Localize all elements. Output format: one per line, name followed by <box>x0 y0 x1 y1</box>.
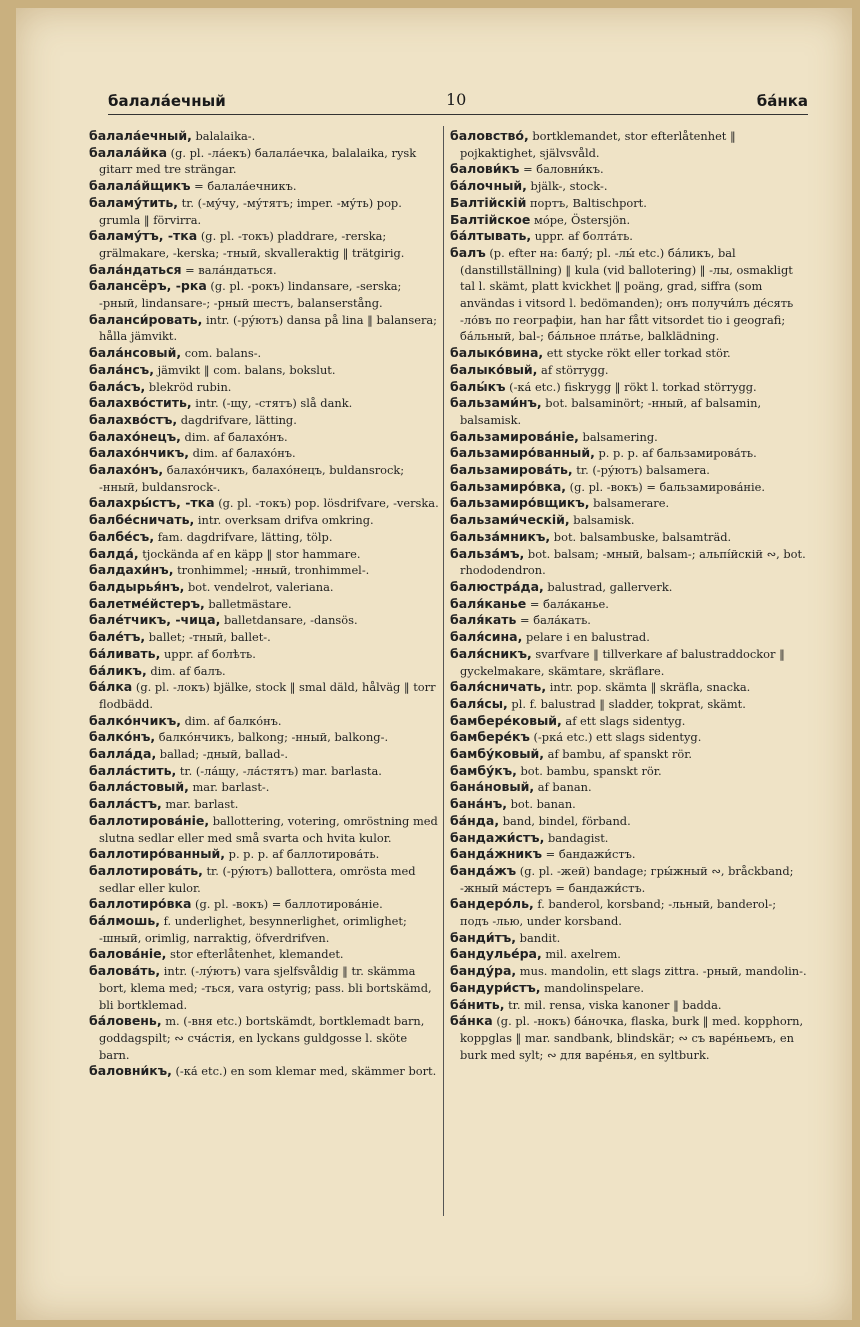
entry-definition: ballottering, votering, omröstning med slutna sedlar eller med små svarta och hvita kulor. <box>99 813 438 845</box>
entry-headword: балко́нчикъ, <box>89 712 181 728</box>
entry-headword: бамбере́къ <box>450 729 530 745</box>
dictionary-entry <box>450 579 808 596</box>
dictionary-entry <box>450 980 808 997</box>
entry-headword: бальзамирова́ніе, <box>450 428 579 444</box>
dictionary-entry <box>89 796 439 813</box>
entry-headword: бамбере́ковый, <box>450 712 562 728</box>
entry-definition: pelare i en balustrad. <box>522 630 650 645</box>
entry-definition: stor efterlåtenhet, klemandet. <box>166 947 344 962</box>
dictionary-entry <box>450 863 808 896</box>
entry-headword: балдырья́нъ, <box>89 578 185 594</box>
entry-headword: балбе́съ, <box>89 528 155 544</box>
entry-headword: ба́ловень, <box>89 1013 162 1029</box>
entry-definition: balletmästare. <box>204 596 292 611</box>
dictionary-entry <box>450 830 808 847</box>
dictionary-entry <box>89 779 439 796</box>
entry-definition: (g. pl. -токъ) pladdrare, -rerska; grälmakare, -kerska; -тный, skvalleraktig ‖ trätgirig. <box>99 229 405 260</box>
entry-headword: бале́тъ, <box>89 629 146 645</box>
entry-definition: intr. (-лу́ютъ) vara sjelfsvåldig ‖ tr. skämma bort, klema med; -ться, vara ostyrig; pass. bli bortskämd, bli bortklemad. <box>99 964 432 1012</box>
entry-headword: бана́нъ, <box>450 796 508 812</box>
entry-definition: af störrygg. <box>537 362 609 377</box>
dictionary-entry <box>450 161 808 178</box>
dictionary-entry <box>450 245 808 345</box>
left-column <box>89 128 439 1080</box>
entry-definition: tjockända af en käpp ‖ stor hammare. <box>138 546 361 561</box>
entry-headword: бальзамирова́ть, <box>450 462 573 478</box>
dictionary-entry <box>450 779 808 796</box>
dictionary-entry <box>89 529 439 546</box>
entry-definition: = вала́ндаться. <box>181 262 277 277</box>
dictionary-entry <box>89 1063 439 1080</box>
dictionary-entry <box>450 679 808 696</box>
entry-headword: балала́йщикъ <box>89 178 191 194</box>
entry-headword: баланси́ровать, <box>89 311 203 327</box>
entry-headword: баля́сникъ, <box>450 645 532 661</box>
entry-definition: af ett slags sidentyg. <box>561 713 686 728</box>
dictionary-entry <box>89 612 439 629</box>
entry-definition: bot. bambu, spanskt rör. <box>516 763 662 778</box>
entry-headword: баламу́тить, <box>89 194 179 210</box>
dictionary-entry <box>89 596 439 613</box>
dictionary-entry <box>450 612 808 629</box>
dictionary-entry <box>89 262 439 279</box>
entry-definition: tr. mil. rensa, viska kanoner ‖ badda. <box>504 997 722 1012</box>
dictionary-entry <box>450 729 808 746</box>
entry-headword: балова́ніе, <box>89 946 167 962</box>
entry-definition: balletdansare, -dansös. <box>220 613 358 628</box>
entry-headword: бала́нсъ, <box>89 361 154 377</box>
dictionary-entry <box>450 228 808 245</box>
dictionary-entry <box>89 429 439 446</box>
dictionary-entry <box>89 312 439 345</box>
entry-definition: (g. pl. -локъ) bjälke, stock ‖ smal däld, hålväg ‖ torr flodbädd. <box>99 680 436 711</box>
entry-definition: = бала́канье. <box>526 596 609 611</box>
entry-definition: balustrad, gallerverk. <box>543 579 673 594</box>
entry-headword: баламу́тъ, -тка <box>89 228 198 244</box>
dictionary-entry <box>450 195 808 212</box>
dictionary-entry <box>89 195 439 228</box>
dictionary-entry <box>450 746 808 763</box>
dictionary-entry <box>450 997 808 1014</box>
dictionary-entry <box>89 763 439 780</box>
entry-definition: (g. pl. -нокъ) ба́ночка, flaska, burk ‖ med. kopphorn, koppglas ‖ mar. sandbank, blindskär; ∾ съ варе́ньемъ, en burk med sylt; ∾ для варе́нья, en syltburk. <box>460 1014 804 1062</box>
entry-headword: балова́ть, <box>89 963 161 979</box>
entry-definition: = балoвни́къ. <box>519 162 604 177</box>
entry-definition: dagdrifvare, lätting. <box>177 412 297 427</box>
entry-definition: = бандажи́стъ. <box>542 847 636 862</box>
entry-headword: бальза́мникъ, <box>450 528 551 544</box>
entry-definition: (g. pl. -жей) bandage; гры́жный ∾, bråckband; -жный ма́стеръ = бандажи́стъ. <box>460 863 794 895</box>
entry-definition: fam. dagdrifvare, lätting, tölp. <box>154 529 333 544</box>
entry-headword: бала́ндаться <box>89 261 182 277</box>
entry-definition: tr. (-ла́щу, -ла́стятъ) mar. barlasta. <box>176 763 382 778</box>
entry-definition: dim. af балахо́нъ. <box>189 446 296 461</box>
entry-definition: uppr. af болѣть. <box>160 646 256 661</box>
entry-definition: tr. (-ру́ютъ) ballottera, omrösta med sedlar eller kulor. <box>99 863 416 895</box>
dictionary-entry <box>89 546 439 563</box>
entry-headword: баля́сничать, <box>450 679 547 695</box>
entry-definition: tr. (-ру́ютъ) balsamera. <box>572 463 710 478</box>
dictionary-entry <box>450 395 808 428</box>
entry-headword: банди́тъ, <box>450 929 517 945</box>
entry-headword: баллотирова́ть, <box>89 862 203 878</box>
entry-definition: tr. (-му́чу, -му́тятъ; imper. -му́ть) pop. grumla ‖ förvirra. <box>99 195 402 227</box>
header-last-word: ба́нка <box>756 92 808 110</box>
entry-definition: uppr. af болта́ть. <box>531 229 633 244</box>
entry-headword: ба́лмошь, <box>89 913 161 929</box>
entry-definition: (g. pl. -рокъ) lindansare, -serska; -рный, lindansare-; -рный шестъ, balanserstång. <box>99 279 402 311</box>
dictionary-entry <box>450 896 808 929</box>
dictionary-entry <box>89 629 439 646</box>
entry-definition: com. balans-. <box>181 346 262 361</box>
entry-headword: баля́сы, <box>450 695 508 711</box>
entry-headword: балла́стить, <box>89 762 177 778</box>
entry-headword: балахо́нъ, <box>89 462 164 478</box>
entry-headword: баллотирова́ніе, <box>89 812 210 828</box>
entry-definition: blekröd rubin. <box>145 379 232 394</box>
entry-definition: (g. pl. -вокъ) = баллотирова́ніе. <box>191 897 383 912</box>
entry-headword: балахо́нецъ, <box>89 428 181 444</box>
dictionary-entry <box>450 429 808 446</box>
entry-definition: ballet; -тный, ballet-. <box>145 630 271 645</box>
entry-headword: балахры́стъ, -тка <box>89 495 215 511</box>
dictionary-entry <box>89 445 439 462</box>
entry-headword: бандулье́ра, <box>450 946 542 962</box>
dictionary-entry <box>89 746 439 763</box>
entry-headword: баля́кать <box>450 612 517 628</box>
entry-headword: балы́къ <box>450 378 506 394</box>
entry-headword: баллотиро́вка <box>89 896 192 912</box>
entry-definition: bot. banan. <box>507 797 576 812</box>
entry-headword: ба́нить, <box>450 996 505 1012</box>
dictionary-entry <box>450 529 808 546</box>
entry-headword: балансёръ, -рка <box>89 278 207 294</box>
dictionary-entry <box>450 796 808 813</box>
dictionary-entry <box>450 646 808 679</box>
entry-headword: банда́жъ <box>450 862 517 878</box>
entry-definition: intr. pop. skämta ‖ skräfla, snacka. <box>546 680 751 695</box>
entry-definition: mus. mandolin, ett slags zittra. -рный, mandolin-. <box>516 964 807 979</box>
entry-headword: банду́ра, <box>450 963 517 979</box>
dictionary-entry <box>450 345 808 362</box>
entry-definition: balsamisk. <box>569 513 635 528</box>
entry-definition: (g. pl. -вокъ) = бальзамирова́ніе. <box>566 479 765 494</box>
entry-headword: баловство́, <box>450 128 529 143</box>
entry-definition: dim. af балко́нъ. <box>181 713 282 728</box>
entry-headword: балдахи́нъ, <box>89 562 174 578</box>
entry-headword: балбе́сничать, <box>89 512 195 528</box>
dictionary-entry <box>89 228 439 261</box>
entry-definition: p. p. p. af баллотирова́ть. <box>225 847 380 862</box>
entry-definition: (p. efter на: балу́; pl. -лы́ etc.) ба́ликъ, bal (danstillställning) ‖ kula (vid ballotering) ‖ -лы, osmakligt tal l. skämt, platt kvickhet ‖ poäng, grad, siffra (som användas i vitsord l. bedömanden); онъ получи́лъ де́сять -ло́въ по географіи, han har fått vitsordet tio i geografi; ба́льный, bal-; ба́льное пла́тье, balklädning. <box>460 245 794 344</box>
entry-definition: (-ка́ etc.) en som klemar med, skämmer bort. <box>171 1064 437 1079</box>
dictionary-entry <box>89 913 439 946</box>
dictionary-entry <box>450 362 808 379</box>
dictionary-entry <box>89 713 439 730</box>
entry-definition: (-ка́ etc.) fiskrygg ‖ rökt l. torkad störrygg. <box>505 379 757 394</box>
entry-definition: mar. barlast. <box>161 797 239 812</box>
entry-definition: dim. af балъ. <box>146 663 226 678</box>
dictionary-entry <box>450 512 808 529</box>
dictionary-entry <box>89 362 439 379</box>
dictionary-entry <box>450 713 808 730</box>
dictionary-entry <box>89 579 439 596</box>
dictionary-entry <box>450 479 808 496</box>
dictionary-entry <box>89 896 439 913</box>
entry-definition: mar. barlast-. <box>188 780 270 795</box>
entry-definition: ballad; -дный, ballad-. <box>156 747 288 762</box>
dictionary-entry <box>89 345 439 362</box>
entry-definition: af bambu, af spanskt rör. <box>544 747 693 762</box>
dictionary-entry <box>89 646 439 663</box>
entry-headword: ба́лтывать, <box>450 228 532 244</box>
dictionary-entry <box>450 763 808 780</box>
entry-definition: intr. overksam drifva omkring. <box>194 513 374 528</box>
dictionary-entry <box>89 495 439 512</box>
dictionary-entry <box>89 863 439 896</box>
dictionary-entry <box>450 930 808 947</box>
dictionary-entry <box>89 379 439 396</box>
entry-headword: ба́лка <box>89 679 133 695</box>
entry-headword: балала́йка <box>89 144 168 160</box>
entry-definition: = бала́кать. <box>516 613 591 628</box>
entry-headword: ба́лочный, <box>450 178 527 194</box>
dictionary-entry <box>89 679 439 712</box>
dictionary-entry <box>89 128 439 145</box>
entry-headword: балала́ечный, <box>89 128 192 143</box>
entry-definition: bjälk-, stock-. <box>526 179 608 194</box>
dictionary-entry <box>89 395 439 412</box>
entry-definition: m. (-вня etc.) bortskämdt, bortklemadt barn, goddagspilt; ∾ сча́стія, en lyckans guldgosse l. sköte barn. <box>99 1014 425 1062</box>
entry-headword: балови́къ <box>450 161 520 177</box>
dictionary-entry <box>89 178 439 195</box>
dictionary-entry <box>450 946 808 963</box>
entry-headword: бальза́мъ, <box>450 545 525 561</box>
right-column <box>450 128 808 1063</box>
entry-definition: мо́ре, Östersjön. <box>530 212 631 227</box>
entry-definition: (g. pl. -токъ) pop. lösdrifvare, -verska. <box>214 496 439 511</box>
dictionary-entry <box>89 462 439 495</box>
entry-headword: балетме́йстеръ, <box>89 595 205 611</box>
dictionary-entry <box>450 178 808 195</box>
entry-definition: = балала́ечникъ. <box>190 179 297 194</box>
dictionary-entry <box>89 663 439 680</box>
entry-headword: бале́тчикъ, -чица, <box>89 612 221 628</box>
entry-definition: balsamerare. <box>589 496 670 511</box>
entry-headword: балахво́стъ, <box>89 411 178 427</box>
dictionary-entry <box>450 846 808 863</box>
entry-headword: баловни́къ, <box>89 1063 172 1079</box>
entry-definition: bot. vendelrot, valeriana. <box>184 579 334 594</box>
column-divider <box>443 126 444 1216</box>
entry-headword: балыко́вина, <box>450 345 544 361</box>
entry-headword: бала́съ, <box>89 378 146 394</box>
dictionary-entry <box>89 729 439 746</box>
entry-definition: mil. axelrem. <box>541 947 621 962</box>
entry-definition: bandit. <box>516 930 561 945</box>
entry-headword: ба́ликъ, <box>89 662 147 678</box>
entry-headword: балъ <box>450 244 486 260</box>
dictionary-entry <box>89 278 439 311</box>
entry-definition: af banan. <box>534 780 592 795</box>
dictionary-entry <box>450 596 808 613</box>
entry-headword: Балтійское <box>450 211 531 227</box>
entry-definition: band, bindel, förband. <box>499 813 631 828</box>
entry-headword: балахво́стить, <box>89 395 192 411</box>
entry-definition: bot. balsaminört; -нный, af balsamin, balsamisk. <box>460 396 762 427</box>
entry-definition: mandolinspelare. <box>540 980 644 995</box>
entry-definition: (-рка́ etc.) ett slags sidentyg. <box>529 730 702 745</box>
dictionary-entry <box>450 813 808 830</box>
entry-definition: bandagist. <box>544 830 609 845</box>
entry-headword: балюстра́да, <box>450 578 544 594</box>
entry-headword: бала́нсовый, <box>89 345 182 361</box>
entry-headword: ба́нда, <box>450 812 500 828</box>
entry-definition: bot. balsambuske, balsamträd. <box>550 529 732 544</box>
entry-headword: балла́да, <box>89 746 157 762</box>
entry-headword: баля́канье <box>450 595 527 611</box>
entry-definition: bot. balsam; -мный, balsam-; альпі́йскій ∾, bot. rhododendron. <box>460 546 806 578</box>
dictionary-entry <box>450 1013 808 1063</box>
entry-definition: intr. (-ру́ютъ) dansa på lina ‖ balansera; hålla jämvikt. <box>99 312 438 344</box>
entry-headword: балла́стъ, <box>89 796 162 812</box>
dictionary-entry <box>89 963 439 1013</box>
dictionary-entry <box>89 846 439 863</box>
dictionary-entry <box>450 629 808 646</box>
entry-definition: balalaika-. <box>191 129 256 143</box>
entry-definition: портъ, Baltischport. <box>526 195 647 210</box>
entry-headword: баля́сина, <box>450 629 523 645</box>
entry-headword: бальзамиро́вка, <box>450 478 567 494</box>
entry-definition: bortklemandet, stor efterlåtenhet ‖ pojkaktighet, självsvåld. <box>460 129 736 160</box>
entry-headword: бальзамиро́ванный, <box>450 445 595 461</box>
dictionary-entry <box>450 963 808 980</box>
entry-definition: dim. af балахо́нъ. <box>180 429 288 444</box>
entry-headword: бандажи́стъ, <box>450 829 545 845</box>
entry-headword: балыко́вый, <box>450 361 538 377</box>
entry-headword: бальзами́нъ, <box>450 395 542 411</box>
dictionary-entry <box>450 128 808 161</box>
entry-headword: бандеро́ль, <box>450 896 534 912</box>
entry-headword: ба́нка <box>450 1013 493 1029</box>
entry-headword: бамбу́ковый, <box>450 746 545 762</box>
page-number: 10 <box>446 90 467 109</box>
entry-definition: balsamering. <box>578 429 658 444</box>
dictionary-entry <box>89 1013 439 1063</box>
entry-headword: балко́нъ, <box>89 729 156 745</box>
entry-definition: pl. f. balustrad ‖ sladder, tokprat, skämt. <box>507 696 746 711</box>
dictionary-entry <box>89 813 439 846</box>
entry-definition: f. banderol, korsband; -льный, banderol-; подъ -лью, under korsband. <box>460 897 777 929</box>
dictionary-entry <box>450 212 808 229</box>
page-header <box>108 88 808 115</box>
dictionary-page <box>16 8 852 1320</box>
entry-definition: f. underlighet, besynnerlighet, orimlighet; -шный, orimlig, narraktig, öfverdrifven. <box>99 914 407 945</box>
entry-headword: банда́жникъ <box>450 846 543 862</box>
header-first-word: балала́ечный <box>108 92 226 110</box>
entry-headword: бана́новый, <box>450 779 535 795</box>
entry-definition: jämvikt ‖ com. balans, bokslut. <box>153 362 336 377</box>
dictionary-entry <box>89 946 439 963</box>
dictionary-entry <box>450 696 808 713</box>
dictionary-entry <box>450 495 808 512</box>
entry-headword: балахо́нчикъ, <box>89 445 190 461</box>
entry-headword: баллотиро́ванный, <box>89 846 226 862</box>
entry-definition: svarfvare ‖ tillverkare af balustraddockor ‖ gyckelmakare, skämtare, skräflare. <box>460 646 785 678</box>
dictionary-entry <box>89 412 439 429</box>
entry-definition: tronhimmel; -нный, tronhimmel-. <box>173 563 370 578</box>
entry-definition: балахо́нчикъ, балахо́нецъ, buldansrock; -нный, buldansrock-. <box>99 463 405 494</box>
entry-headword: ба́ливать, <box>89 645 161 661</box>
dictionary-entry <box>450 445 808 462</box>
entry-headword: бальзами́ческій, <box>450 512 570 528</box>
entry-headword: Балтійскій <box>450 194 527 210</box>
dictionary-entry <box>89 512 439 529</box>
entry-definition: балко́нчикъ, balkong; -нный, balkong-. <box>155 730 389 745</box>
entry-headword: бамбу́къ, <box>450 762 517 778</box>
dictionary-entry <box>89 562 439 579</box>
dictionary-entry <box>89 145 439 178</box>
entry-headword: балла́стовый, <box>89 779 189 795</box>
entry-headword: балда́, <box>89 545 139 561</box>
dictionary-entry <box>450 546 808 579</box>
dictionary-entry <box>450 379 808 396</box>
entry-definition: p. p. p. af бальзамирова́ть. <box>594 446 757 461</box>
entry-headword: бальзамиро́вщикъ, <box>450 495 590 511</box>
entry-definition: intr. (-щу, -стятъ) slå dank. <box>191 396 353 411</box>
entry-definition: ett stycke rökt eller torkad stör. <box>543 346 731 361</box>
entry-definition: (g. pl. -ла́екъ) балала́ечка, balalaika, rysk gitarr med tre strängar. <box>99 145 417 177</box>
entry-headword: бандури́стъ, <box>450 979 541 995</box>
dictionary-entry <box>450 462 808 479</box>
